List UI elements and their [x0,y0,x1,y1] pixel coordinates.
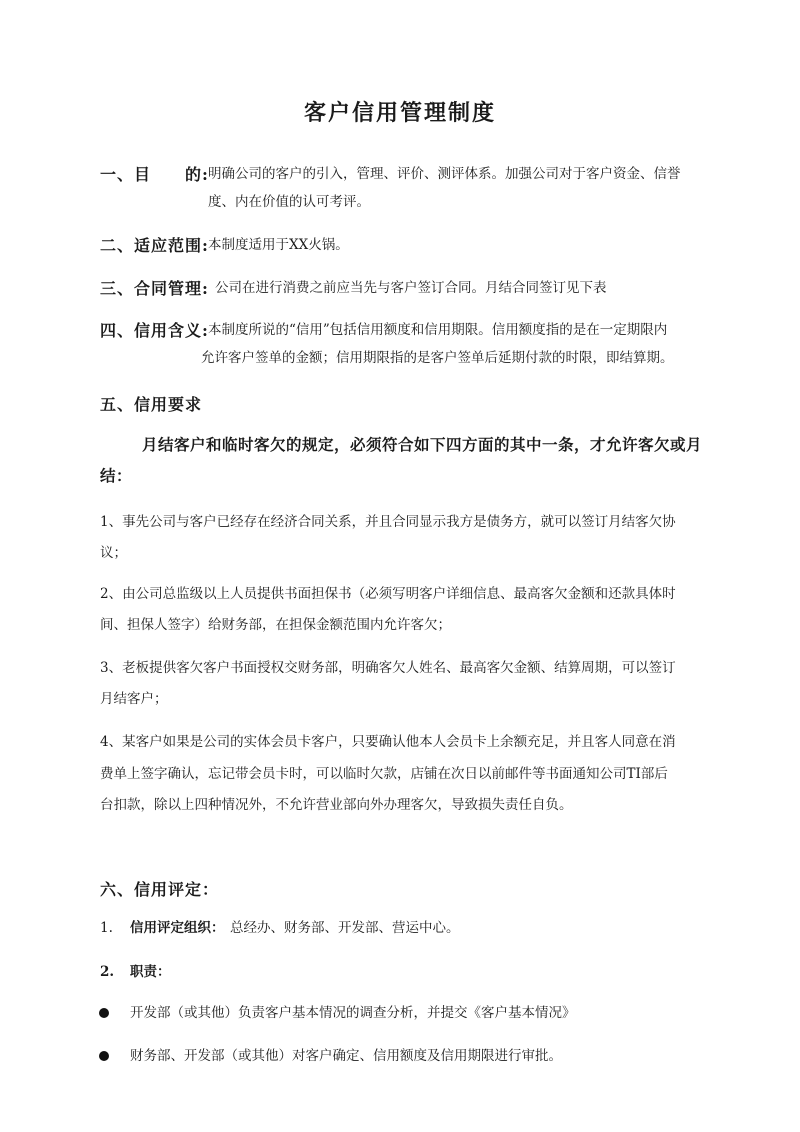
requirement-2-line2: 间、担保人签字）给财务部，在担保金额范围内允许客欠； [100,617,451,633]
duty-bullet-1: 开发部（或其他）负责客户基本情况的调查分析，并提交《客户基本情况》 [130,1005,576,1021]
section-6-heading: 六、信用评定： [100,880,220,899]
document-title: 客户信用管理制度 [303,100,496,126]
section-6-item1-text: 总经办、财务部、开发部、营运中心。 [230,920,460,936]
section-5-heading: 五、信用要求 [100,395,203,414]
section-6-item1-number: 1. [100,920,113,936]
requirement-2-line1: 2、由公司总监级以上人员提供书面担保书（必须写明客户详细信息、最高客欠金额和还款具体时 [100,586,676,602]
section-6-item1-label: 信用评定组织： [130,920,225,936]
section-6-item2-label: 职责： [130,964,171,980]
section-3-label: 三、合同管理: [100,279,209,298]
section-4-label: 四、信用含义: [100,321,209,340]
section-2-text: 本制度适用于XX火锅。 [208,237,349,253]
section-3-text: 公司在进行消费之前应当先与客户签订合同。月结合同签订见下表 [215,280,607,296]
requirement-4-line2: 费单上签字确认，忘记带会员卡时，可以临时欠款，店铺在次日以前邮件等书面通知公司TI部后 [100,766,668,782]
section-5-intro-line2: 结： [100,466,133,485]
section-4-text: 本制度所说的“信用”包括信用额度和信用期限。信用额度指的是在一定期限内 [208,322,668,338]
requirement-4-line1: 4、某客户如果是公司的实体会员卡客户，只要确认他本人会员卡上余额充足，并且客人同意在消 [100,734,676,750]
requirement-1-line2: 议； [100,545,127,561]
duty-bullet-2: 财务部、开发部（或其他）对客户确定、信用额度及信用期限进行审批。 [130,1048,562,1064]
section-2-label: 二、适应范围: [100,236,209,255]
requirement-4-line3: 台扣款，除以上四种情况外，不允许营业部向外办理客欠，导致损失责任自负。 [100,797,573,813]
section-5-intro-line1: 月结客户和临时客欠的规定，必须符合如下四方面的其中一条，才允许客欠或月 [142,435,703,454]
requirement-1-line1: 1、事先公司与客户已经存在经济合同关系，并且合同显示我方是债务方，就可以签订月结客欠协 [100,514,676,530]
section-1-label: 一、目 的: [100,165,209,184]
section-1-text: 明确公司的客户的引入，管理、评价、测评体系。加强公司对于客户资金、信誉 [208,166,681,182]
section-6-item2-number: 2. [100,964,115,980]
bullet-icon [99,1051,109,1061]
requirement-3-line1: 3、老板提供客欠客户书面授权交财务部，明确客欠人姓名、最高客欠金额、结算周期，可以签订 [100,660,676,676]
requirement-3-line2: 月结客户； [100,691,168,707]
bullet-icon [99,1008,109,1018]
section-1-text-cont: 度、内在价值的认可考评。 [208,194,370,210]
section-4-text-cont: 允许客户签单的金额；信用期限指的是客户签单后延期付款的时限，即结算期。 [201,350,674,366]
